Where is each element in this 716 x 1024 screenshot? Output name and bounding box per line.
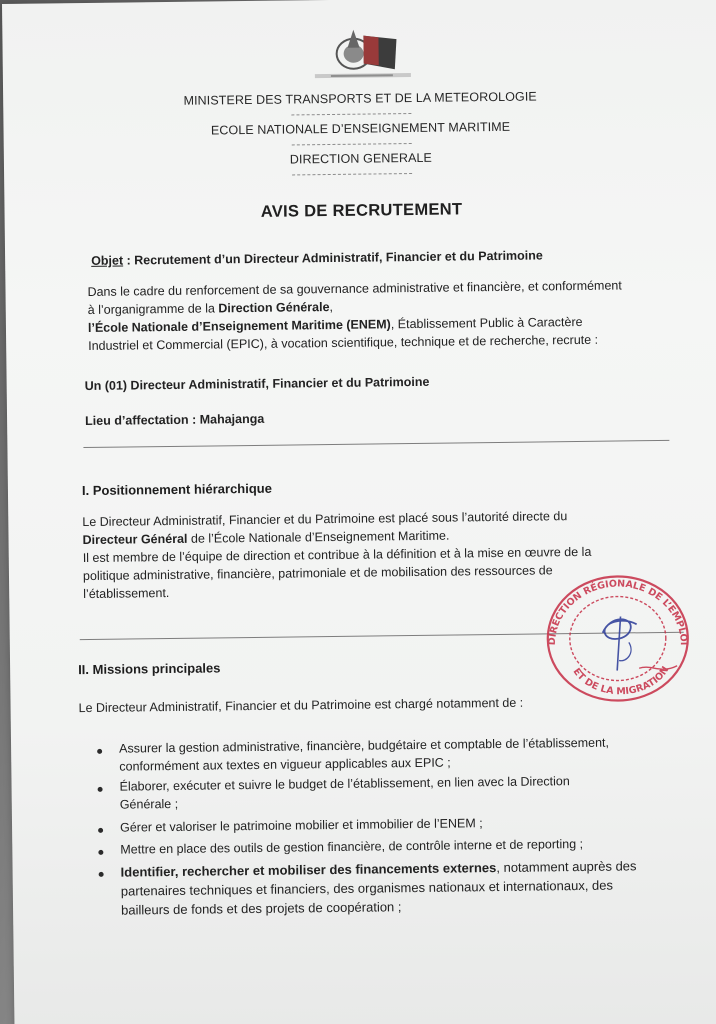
objet-label: Objet [91,253,124,268]
intro-line-3: l’École Nationale d’Enseignement Maritime (ENEM), Établissement Public à Caractère [87,314,583,335]
header-divider [292,173,412,175]
section-1-line-3: Il est membre de l’équipe de direction et contribue à la définition et à la mise en œuvre de la [82,544,592,566]
section-1-line-4: politique administrative, financière, patrimoniale et de mobilisation des ressources de [82,563,553,584]
section-divider [83,440,669,448]
list-bullet [98,787,103,792]
ministry-logo [328,23,399,76]
svg-text:DIRECTION RÉGIONALE DE L’EMPLO [546,578,689,648]
section-1-heading: I. Positionnement hiérarchique [81,480,273,499]
mission-3-line-1: Gérer et valoriser le patrimoine mobilier et immobilier de l’ENEM ; [119,816,483,835]
header-divider [291,113,411,115]
position-title: Un (01) Directeur Administratif, Financier et du Patrimoine [84,374,430,394]
section-2-heading: II. Missions principales [78,660,221,678]
header-divider [292,143,412,145]
section-1-line-5: l’établissement. [83,585,170,602]
official-stamp [532,565,704,707]
mission-2-line-2: Générale ; [119,796,179,812]
school-name: ECOLE NATIONALE D’ENSEIGNEMENT MARITIME [210,119,511,138]
direction-name: DIRECTION GENERALE [289,150,433,167]
document-page [2,0,716,1024]
stamp-signature [603,616,638,670]
ministry-name: MINISTERE DES TRANSPORTS ET DE LA METEOROLOGIE [183,89,537,108]
list-bullet [98,850,103,855]
mission-5-line-2: partenaires techniques et financiers, des organismes nationaux et internationaux, des [120,877,614,899]
document-title: AVIS DE RECRUTEMENT [260,200,463,221]
stamp-top-text: DIRECTION RÉGIONALE DE L’EMPLOI [546,578,689,646]
external-funding-bold: Identifier, rechercher et mobiliser des financements externes [120,860,497,880]
enem-name-bold: l’École Nationale d’Enseignement Maritime (ENEM) [87,317,391,335]
objet-text: : Recrutement d’un Directeur Administratif, Financier et du Patrimoine [123,248,543,268]
mission-2-line-1: Élaborer, exécuter et suivre le budget de l’établissement, en lien avec la Direction [119,774,570,794]
intro-line-2: à l’organigramme de la Direction Générale, [87,299,334,317]
section-2-intro: Le Directeur Administratif, Financier et du Patrimoine est chargé notamment de : [78,695,524,716]
stamp-bottom-text: ET DE LA MIGRATION [570,664,672,698]
mission-5-line-3: bailleurs de fonds et des projets de coopération ; [120,899,402,918]
mission-1-line-1: Assurer la gestion administrative, financière, budgétaire et comptable de l’établissement, [119,735,609,756]
list-bullet [99,872,104,877]
section-1-line-1: Le Directeur Administratif, Financier et du Patrimoine est placé sous l’autorité directe du [82,509,568,530]
mission-1-line-2: conformément aux textes en vigueur applicables aux EPIC ; [119,755,451,774]
location: Lieu d’affectation : Mahajanga [85,411,265,429]
logo-caption [315,73,411,78]
section-1-line-2: Directeur Général de l’École Nationale d’Enseignement Maritime. [82,528,450,548]
mission-5-line-1: Identifier, rechercher et mobiliser des financements externes, notamment auprès des [120,858,637,880]
directeur-general-bold: Directeur Général [82,531,188,548]
direction-generale-bold: Direction Générale [218,300,330,316]
intro-line-1: Dans le cadre du renforcement de sa gouvernance administrative et financière, et conformément [87,278,622,299]
list-bullet [97,749,102,754]
intro-line-4: Industriel et Commercial (EPIC), à vocation scientifique, technique et de recherche, recrute : [88,332,599,353]
mission-4-line-1: Mettre en place des outils de gestion financière, de contrôle interne et de reporting ; [120,836,584,857]
objet-line [91,248,543,268]
list-bullet [98,828,103,833]
